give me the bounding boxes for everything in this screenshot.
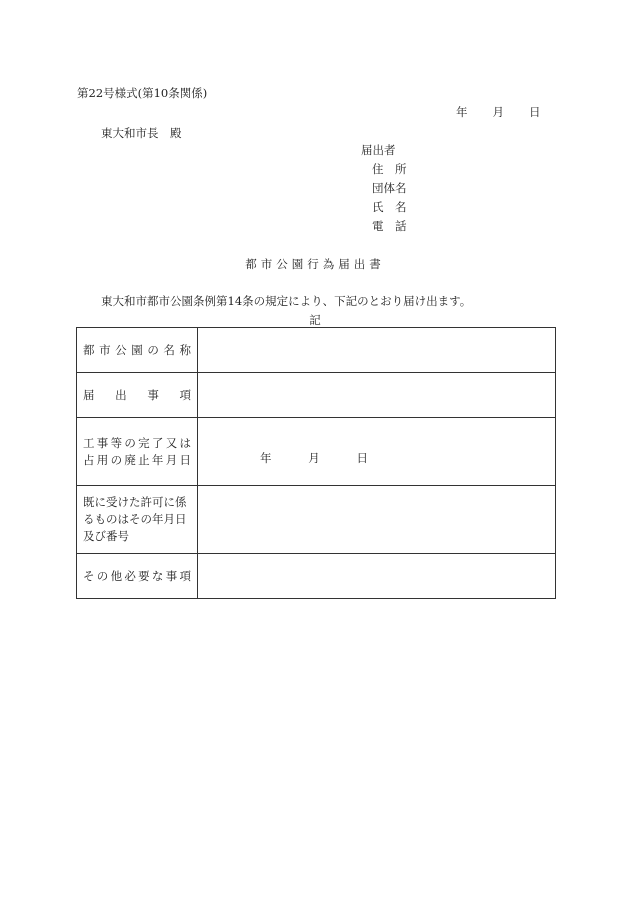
- completion-date-field[interactable]: [198, 418, 556, 486]
- addressee: 東大和市長 殿: [101, 126, 182, 140]
- completion-date-label: 工 事 等 の 完 了 又 は 占 用 の 廃 止 年 月 日: [77, 418, 198, 486]
- submitter-address-label: 住 所: [372, 162, 407, 176]
- prior-permit-label: 既に受けた許可に係 るものはその年月日 及び番号: [77, 486, 198, 554]
- other-matters-label: そ の 他 必 要 な 事 項: [77, 554, 198, 599]
- prior-permit-field[interactable]: [198, 486, 556, 554]
- form-number: 第22号様式(第10条関係): [77, 86, 208, 100]
- submitter-name-label: 氏 名: [372, 200, 407, 214]
- table-row: [77, 554, 556, 599]
- body-text: 東大和市都市公園条例第14条の規定により、下記のとおり届け出ます。: [101, 294, 472, 308]
- notification-items-field[interactable]: [198, 373, 556, 418]
- details-table: [76, 327, 556, 599]
- table-row: [77, 486, 556, 554]
- submission-date: [456, 105, 541, 119]
- submitter-label: 届出者: [361, 143, 396, 157]
- table-row: [77, 328, 556, 373]
- completion-day: 日: [356, 451, 368, 465]
- date-month: 月: [492, 105, 504, 119]
- completion-month: 月: [308, 451, 320, 465]
- date-day: 日: [529, 105, 541, 119]
- table-row: [77, 418, 556, 486]
- submitter-phone-label: 電 話: [372, 219, 407, 233]
- ki-heading: 記: [309, 313, 321, 327]
- date-year: 年: [456, 105, 468, 119]
- park-name-field[interactable]: [198, 328, 556, 373]
- completion-year: 年: [260, 451, 272, 465]
- document-title: 都市公園行為届出書: [245, 257, 385, 271]
- park-name-label: 都 市 公 園 の 名 称: [77, 328, 198, 373]
- table-row: [77, 373, 556, 418]
- notification-items-label: 届 出 事 項: [77, 373, 198, 418]
- other-matters-field[interactable]: [198, 554, 556, 599]
- submitter-organization-label: 団体名: [372, 181, 407, 195]
